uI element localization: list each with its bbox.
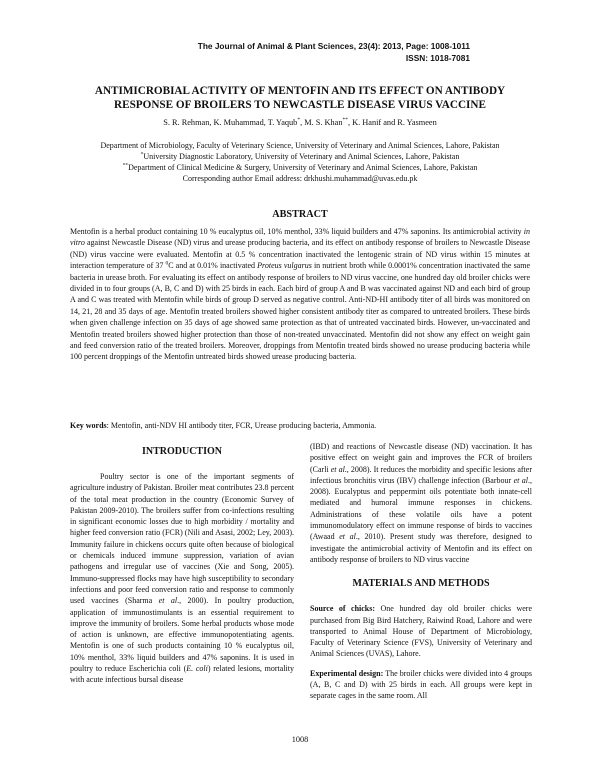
- intro-part-1: Poultry sector is one of the important segments of agriculture industry of Pakistan. Broiler meat contributes 23.8 percent of the total meat production in the country (Economic Survey of Pakistan 2009-2010). The broilers suffer from co-infections resulting in significant economic losses due to high morbidity / mortality and higher feed conversion ratio (FCR) (Nili and Asasi, 2002; Ley, 2003). Immunity failure in chickens occurs quite often because of biological or chemicals induced immune suppression, variation of avian pathogens and irregular use of vaccines (Xie and Song, 2005). Immuno-suppressed flocks may have high susceptibility to secondary infections and poor feed conversion ratio and response to commonly used vaccines (Sharma: [70, 472, 294, 606]
- corresponding-author: Corresponding author Email address: drkhushi.muhammad@uvas.edu.pk: [182, 174, 418, 183]
- page-number: 1008: [291, 735, 309, 744]
- abstract-in-vitro: in vitro: [70, 227, 530, 248]
- introduction-continued: [310, 441, 532, 565]
- intro-ecoli: E. coli: [186, 664, 208, 674]
- source-of-chicks-paragraph: [310, 603, 532, 659]
- abstract-species-name: Proteus vulgarus: [257, 261, 312, 271]
- affiliation-clinical-medicine: [70, 162, 530, 173]
- affiliation-microbiology: Department of Microbiology, Faculty of Veterinary Science, University of Veterinary and Animal Sciences, Lahore, Pakistan: [100, 141, 500, 150]
- affiliations: [70, 140, 530, 184]
- journal-header: [198, 40, 470, 64]
- abstract-part-3: C and at 0.01% inactivated: [168, 261, 258, 271]
- abstract-part-2: against Newcastle Disease (ND) virus and urease producing bacteria, and its effect on antibody response of broilers to Newcastle Disease (ND) virus vaccine were evaluated. Mentofin at 0.5 % concentration inactivated the lentogenic strain of ND virus within 15 minutes at interaction temperature of 37: [70, 238, 530, 271]
- keywords-label: Key words: [70, 421, 107, 430]
- intro-cont-part-1: (IBD) and reactions of Newcastle disease (ND) vaccination. It has positive effect on weight gain and improves the FCR of broilers (Carli: [310, 442, 532, 474]
- intro-part-3: ) related lesions, mortality with acute infectious bursal disease: [70, 664, 294, 685]
- experimental-design-paragraph: [310, 668, 532, 702]
- intro-part-2: ., 2000). In poultry production, application of immunostimulants is an essential requirement to improve the immunity of broilers. Some herbal products whose mode of action is unknown, are effective immunopotentiating agents. Mentofin is one of such products containing 10 % eucalyptus oil, 10% menthol, 33% liquid builders and 47% saponins. It is used in poultry to reduce Escherichia coli (: [70, 596, 294, 674]
- affiliation-diagnostic-lab: [70, 151, 530, 162]
- title-line-2: RESPONSE OF BROILERS TO NEWCASTLE DISEASE VIRUS VACCINE: [114, 99, 486, 111]
- affiliation-mark-2: **: [122, 162, 129, 169]
- abstract-part-4: in nutrient broth while 0.0001% concentration inactivated the same bacteria in urease broth. For evaluating its effect on antibody response of broilers to ND virus vaccine, one hundred day old broiler chicks were divided in to four groups (A, B, C and D) with 25 birds in each. Each bird of group A and B was vaccinated against ND and each bird of group A and C was treated with Mentofin while birds of group D served as negative control. Anti-ND-HI antibody titer of all birds was monitored on 14, 21, 28 and 35 days of age. Mentofin treated broilers showed higher consistent antibody titer as compared to untreated broilers. These birds when given challenge infection on 35 days of age showed same protection as that of untreated vaccinated birds. However, un-vaccinated and Mentofin treated broilers showed higher protection than those of non-treated unvaccinated. Mentofin did not show any effect on weight gain and feed conversion ratio of the treated broilers. Moreover, droppings from Mentofin treated birds showed no urease producing bacteria while 100 percent droppings of the Mentofin untreated birds showed urease producing bacteria.: [70, 261, 531, 362]
- journal-issn: ISSN: 1018-7081: [405, 53, 470, 63]
- title-line-1: ANTIMICROBIAL ACTIVITY OF MENTOFIN AND ITS EFFECT ON ANTIBODY: [94, 85, 506, 97]
- intro-et-al-4: et al: [339, 532, 356, 542]
- source-of-chicks-label: Source of chicks:: [310, 604, 376, 614]
- experimental-design-label: Experimental design:: [310, 668, 384, 678]
- author-names-3: , K. Hanif and R. Yasmeen: [348, 118, 437, 127]
- experimental-design-text: The broiler chicks were divided into 4 groups (A, B, C and D) with 25 birds in each. All groups were kept in separate cages in the same room. All: [310, 668, 532, 701]
- author-list: [60, 118, 540, 127]
- author-mark-2: **: [342, 117, 348, 124]
- right-column: [310, 441, 532, 702]
- author-names-1: S. R. Rehman, K. Muhammad, T. Yaqub: [163, 118, 298, 127]
- author-mark-1: *: [297, 117, 301, 124]
- intro-cont-part-2: ., 2008). It reduces the morbidity and specific lesions after infectious bronchitis virus (IBV) challenge infection (Barbour: [310, 464, 532, 485]
- abstract-text: [70, 226, 530, 363]
- introduction-paragraph: [70, 471, 294, 686]
- keywords: [70, 420, 530, 431]
- journal-citation: The Journal of Animal & Plant Sciences, 23(4): 2013, Page: 1008-1011: [197, 41, 470, 51]
- intro-cont-part-3: ., 2008). Eucalyptus and peppermint oils potentiate both innate-cell mediated and humoral immune responses in chickens. Administrations of these volatile oils have a potent immunomodulatory effect on immune response of birds to vaccines (Awaad: [310, 475, 532, 542]
- intro-et-al-1: et al: [158, 596, 178, 606]
- intro-et-al-2: et al: [330, 464, 345, 474]
- source-of-chicks-text: One hundred day old broiler chicks were purchased from Big Bird Hatchery, Raiwind Road, Lahore and were transported to Animal House of Department of Microbiology, Faculty of Veterinary Science (FVS), University of Veterinary and Animal Sciences (UVAS), Lahore.: [310, 604, 532, 659]
- introduction-heading: INTRODUCTION: [141, 446, 222, 457]
- abstract-degree-mark: 0: [165, 260, 169, 267]
- keywords-list: : Mentofin, anti-NDV HI antibody titer, FCR, Urease producing bacteria, Ammonia.: [106, 421, 377, 430]
- methods-heading: MATERIALS AND METHODS: [352, 578, 490, 590]
- affiliation-diagnostic-lab-text: University Diagnostic Laboratory, University of Veterinary and Animal Sciences, Lahore, Pakistan: [143, 152, 460, 161]
- left-column: [70, 441, 294, 686]
- abstract-part-1: Mentofin is a herbal product containing 10 % eucalyptus oil, 10% menthol, 33% liquid builders and 47% saponins. Its antimicrobial activity: [70, 227, 524, 236]
- intro-et-al-3: et al: [513, 475, 528, 485]
- paper-title: [70, 84, 530, 112]
- affiliation-clinical-medicine-text: Department of Clinical Medicine & Surgery, University of Veterinary and Animal Sciences, Lahore, Pakistan: [128, 163, 478, 172]
- intro-cont-part-4: ., 2010). Present study was therefore, designed to investigate the antimicrobial activity of Mentofin and its effect on antibody response of broilers to ND virus vaccine: [310, 532, 532, 564]
- abstract-heading: ABSTRACT: [272, 209, 328, 220]
- author-names-2: , M. S. Khan: [300, 118, 343, 127]
- affiliation-mark-1: *: [140, 151, 144, 158]
